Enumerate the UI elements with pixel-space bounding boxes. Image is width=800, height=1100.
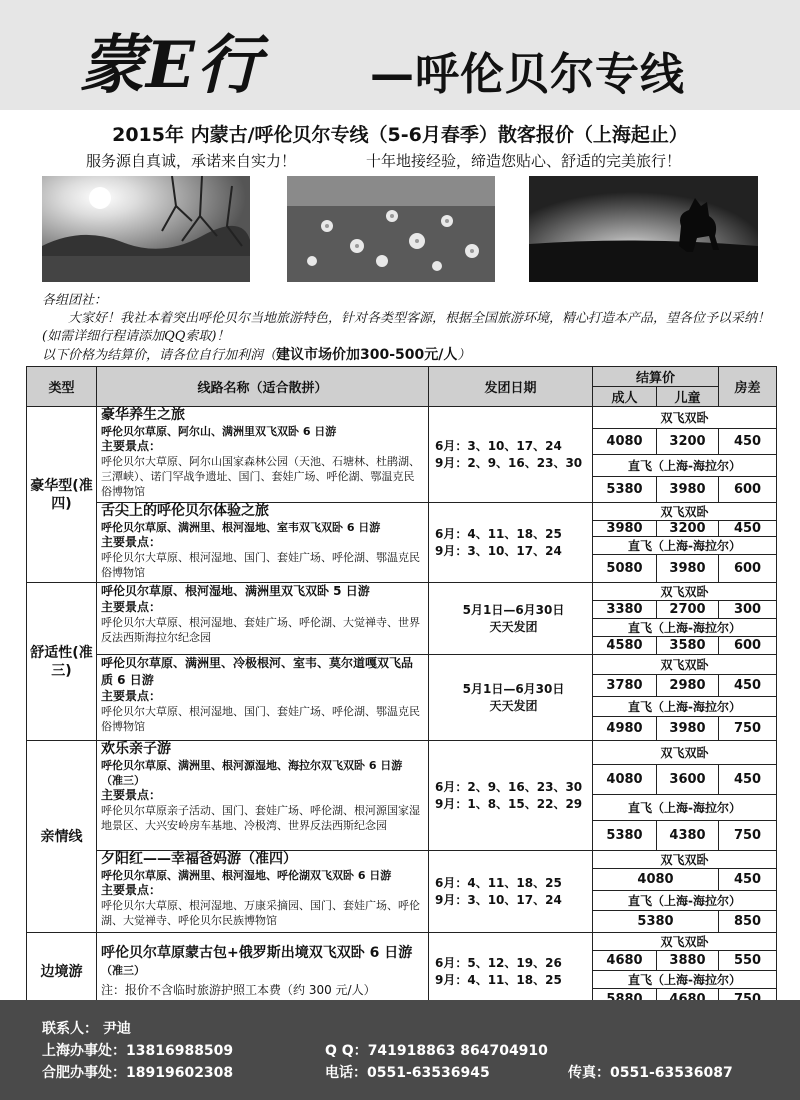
- label-direct: 直飞（上海-海拉尔）: [593, 697, 777, 717]
- price-adult: 5380: [593, 821, 657, 851]
- table-row: [97, 583, 429, 655]
- intro-letter: [42, 292, 772, 365]
- label-double: 双飞双卧: [593, 407, 777, 429]
- price-adult: 4980: [593, 717, 657, 741]
- price-adult: 5080: [593, 555, 657, 583]
- route-name: 呼伦贝尔草原蒙古包+俄罗斯出境双飞双卧 6 日游: [101, 945, 413, 961]
- sights-label: 主要景点：: [101, 883, 162, 897]
- price-adult: 4080: [593, 869, 719, 891]
- price-child: 3200: [657, 521, 719, 537]
- price-room: 600: [719, 477, 777, 503]
- label-direct: 直飞（上海-海拉尔）: [593, 619, 777, 637]
- route-sights: 呼伦贝尔大草原、阿尔山国家森林公园（天池、石塘林、杜鹃湖、三潭峡）、诺门罕战争遗址、国门、套娃广场、呼伦湖、鄂温克民俗博物馆: [101, 455, 420, 498]
- header-dates: 发团日期: [429, 367, 593, 407]
- header-settle-price: 结算价: [593, 367, 719, 387]
- qq-numbers: Q Q：741918863 864704910: [325, 1043, 548, 1059]
- route-name: 舌尖上的呼伦贝尔体验之旅: [101, 503, 269, 519]
- price-room: 450: [719, 675, 777, 697]
- price-adult: 4680: [593, 951, 657, 971]
- page-title: 2015年 内蒙古/呼伦贝尔专线（5-6月春季）散客报价（上海起止）: [112, 124, 688, 146]
- route-desc: 呼伦贝尔草原、满洲里、根河湿地、室韦双飞双卧 6 日游: [101, 521, 381, 534]
- route-dates: 6月：4、11、18、25 9月：3、10、17、24: [429, 503, 593, 583]
- price-adult: 4080: [593, 429, 657, 455]
- price-room: 750: [719, 821, 777, 851]
- price-room: 600: [719, 637, 777, 655]
- price-room: 450: [719, 869, 777, 891]
- price-adult: 4580: [593, 637, 657, 655]
- category-border: 边境游: [27, 933, 97, 1011]
- price-child: 3980: [657, 555, 719, 583]
- price-child: 2980: [657, 675, 719, 697]
- route-desc: 呼伦贝尔草原、满洲里、冷极根河、室韦、莫尔道嘎双飞品质 6 日游: [101, 656, 414, 687]
- sights-label: 主要景点：: [101, 788, 162, 802]
- price-adult: 5380: [593, 911, 719, 933]
- route-dates: 5月1日—6月30日 天天发团: [429, 655, 593, 741]
- label-double: 双飞双卧: [593, 933, 777, 951]
- label-double: 双飞双卧: [593, 851, 777, 869]
- photo-horse-rider: [529, 176, 758, 282]
- price-child: 3200: [657, 429, 719, 455]
- photo-flowers: [287, 176, 495, 282]
- table-row: [97, 407, 429, 503]
- label-direct: 直飞（上海-海拉尔）: [593, 795, 777, 821]
- brand-logo-text: 蒙E行: [80, 28, 263, 103]
- route-sights: 呼伦贝尔大草原、根河湿地、万康采摘园、国门、套娃广场、呼伦湖、大觉禅寺、呼伦贝尔民族博物馆: [101, 899, 420, 927]
- price-room: 850: [719, 911, 777, 933]
- category-comfort: 舒适性(准三): [27, 583, 97, 741]
- footer-contact: [0, 1000, 800, 1100]
- route-sights: 呼伦贝尔大草原、根河湿地、国门、套娃广场、呼伦湖、鄂温克民俗博物馆: [101, 705, 420, 733]
- label-direct: 直飞（上海-海拉尔）: [593, 455, 777, 477]
- price-adult: 3780: [593, 675, 657, 697]
- label-double: 双飞双卧: [593, 503, 777, 521]
- price-child: 2700: [657, 601, 719, 619]
- hefei-office: 合肥办事处：18919602308: [42, 1065, 234, 1081]
- header-adult: 成人: [593, 387, 657, 407]
- route-grade: （准三）: [101, 964, 145, 977]
- table-row: [97, 655, 429, 741]
- slogan-1: 服务源自真诚，承诺来自实力！: [86, 152, 297, 170]
- route-name: 豪华养生之旅: [101, 407, 185, 423]
- price-room: 450: [719, 521, 777, 537]
- price-child: 4380: [657, 821, 719, 851]
- shanghai-office: 上海办事处：13816988509: [42, 1043, 234, 1059]
- intro-body: 大家好！我社本着突出呼伦贝尔当地旅游特色，针对各类型客源，根据全国旅游环境，精心打造本产品，望各位予以采纳！(如需详细行程请添加QQ索取)！: [42, 311, 771, 344]
- contact-person: 联系人： 尹迪: [42, 1021, 131, 1037]
- price-room: 750: [719, 717, 777, 741]
- table-row: [97, 933, 429, 1011]
- route-name: 夕阳红——幸福爸妈游（准四）: [101, 851, 297, 867]
- route-sights: 呼伦贝尔大草原、根河湿地、套娃广场、呼伦湖、大觉禅寺、世界反法西斯海拉尔纪念园: [101, 616, 420, 644]
- photo-sunset-trees: [42, 176, 250, 282]
- route-name: 欢乐亲子游: [101, 741, 171, 757]
- route-title: —呼伦贝尔专线: [370, 49, 685, 100]
- sights-label: 主要景点：: [101, 535, 162, 549]
- route-desc: 呼伦贝尔草原、根河湿地、满洲里双飞双卧 5 日游: [101, 584, 370, 598]
- label-direct: 直飞（上海-海拉尔）: [593, 537, 777, 555]
- route-desc: 呼伦贝尔草原、满洲里、根河湿地、呼伦湖双飞双卧 6 日游: [101, 869, 392, 882]
- table-row: [97, 741, 429, 851]
- table-row: [97, 503, 429, 583]
- header-route: 线路名称（适合散拼）: [97, 367, 429, 407]
- price-adult: 3380: [593, 601, 657, 619]
- route-dates: 6月：4、11、18、25 9月：3、10、17、24: [429, 851, 593, 933]
- intro-note: 以下价格为结算价，请各位自行加利润（: [42, 348, 277, 363]
- price-room: 450: [719, 429, 777, 455]
- route-sights: 呼伦贝尔草原亲子活动、国门、套娃广场、呼伦湖、根河源国家湿地景区、大兴安岭房车基地、冷极湾、世界反法西斯纪念园: [101, 804, 420, 832]
- sights-label: 主要景点：: [101, 439, 162, 453]
- header-type: 类型: [27, 367, 97, 407]
- category-luxury: 豪华型(准四): [27, 407, 97, 583]
- route-note: 注：报价不含临时旅游护照工本费（约 300 元/人）: [101, 983, 376, 997]
- category-family: 亲情线: [27, 741, 97, 933]
- label-double: 双飞双卧: [593, 655, 777, 675]
- intro-greeting: 各组团社：: [42, 293, 108, 308]
- price-child: 3980: [657, 717, 719, 741]
- intro-close: ）: [457, 348, 471, 363]
- price-room: 300: [719, 601, 777, 619]
- sights-label: 主要景点：: [101, 689, 162, 703]
- header-room-diff: 房差: [719, 367, 777, 407]
- price-table: [26, 366, 777, 1011]
- price-child: 3880: [657, 951, 719, 971]
- phone-number: 电话：0551-63536945: [325, 1065, 490, 1081]
- header-child: 儿童: [657, 387, 719, 407]
- price-room: 600: [719, 555, 777, 583]
- label-double: 双飞双卧: [593, 583, 777, 601]
- price-adult: 4080: [593, 765, 657, 795]
- price-adult: 3980: [593, 521, 657, 537]
- table-row: [97, 851, 429, 933]
- label-direct: 直飞（上海-海拉尔）: [593, 971, 777, 989]
- route-dates: 5月1日—6月30日 天天发团: [429, 583, 593, 655]
- intro-suggested-price: 建议市场价加300-500元/人: [276, 347, 458, 363]
- route-dates: 6月：5、12、19、26 9月：4、11、18、25: [429, 933, 593, 1011]
- price-room: 450: [719, 765, 777, 795]
- route-dates: 6月：2、9、16、23、30 9月：1、8、15、22、29: [429, 741, 593, 851]
- price-room: 550: [719, 951, 777, 971]
- route-sights: 呼伦贝尔大草原、根河湿地、国门、套娃广场、呼伦湖、鄂温克民俗博物馆: [101, 551, 420, 579]
- sights-label: 主要景点：: [101, 600, 162, 614]
- price-child: 3580: [657, 637, 719, 655]
- label-double: 双飞双卧: [593, 741, 777, 765]
- route-desc: 呼伦贝尔草原、满洲里、根河源湿地、海拉尔双飞双卧 6 日游（准三）: [101, 759, 403, 787]
- slogan-2: 十年地接经验，缔造您贴心、舒适的完美旅行！: [366, 152, 682, 170]
- label-direct: 直飞（上海-海拉尔）: [593, 891, 777, 911]
- header-banner: [0, 0, 800, 110]
- price-child: 3980: [657, 477, 719, 503]
- route-desc: 呼伦贝尔草原、阿尔山、满洲里双飞双卧 6 日游: [101, 425, 337, 438]
- fax-number: 传真：0551-63536087: [568, 1065, 733, 1081]
- price-child: 3600: [657, 765, 719, 795]
- price-adult: 5380: [593, 477, 657, 503]
- route-dates: 6月：3、10、17、24 9月：2、9、16、23、30: [429, 407, 593, 503]
